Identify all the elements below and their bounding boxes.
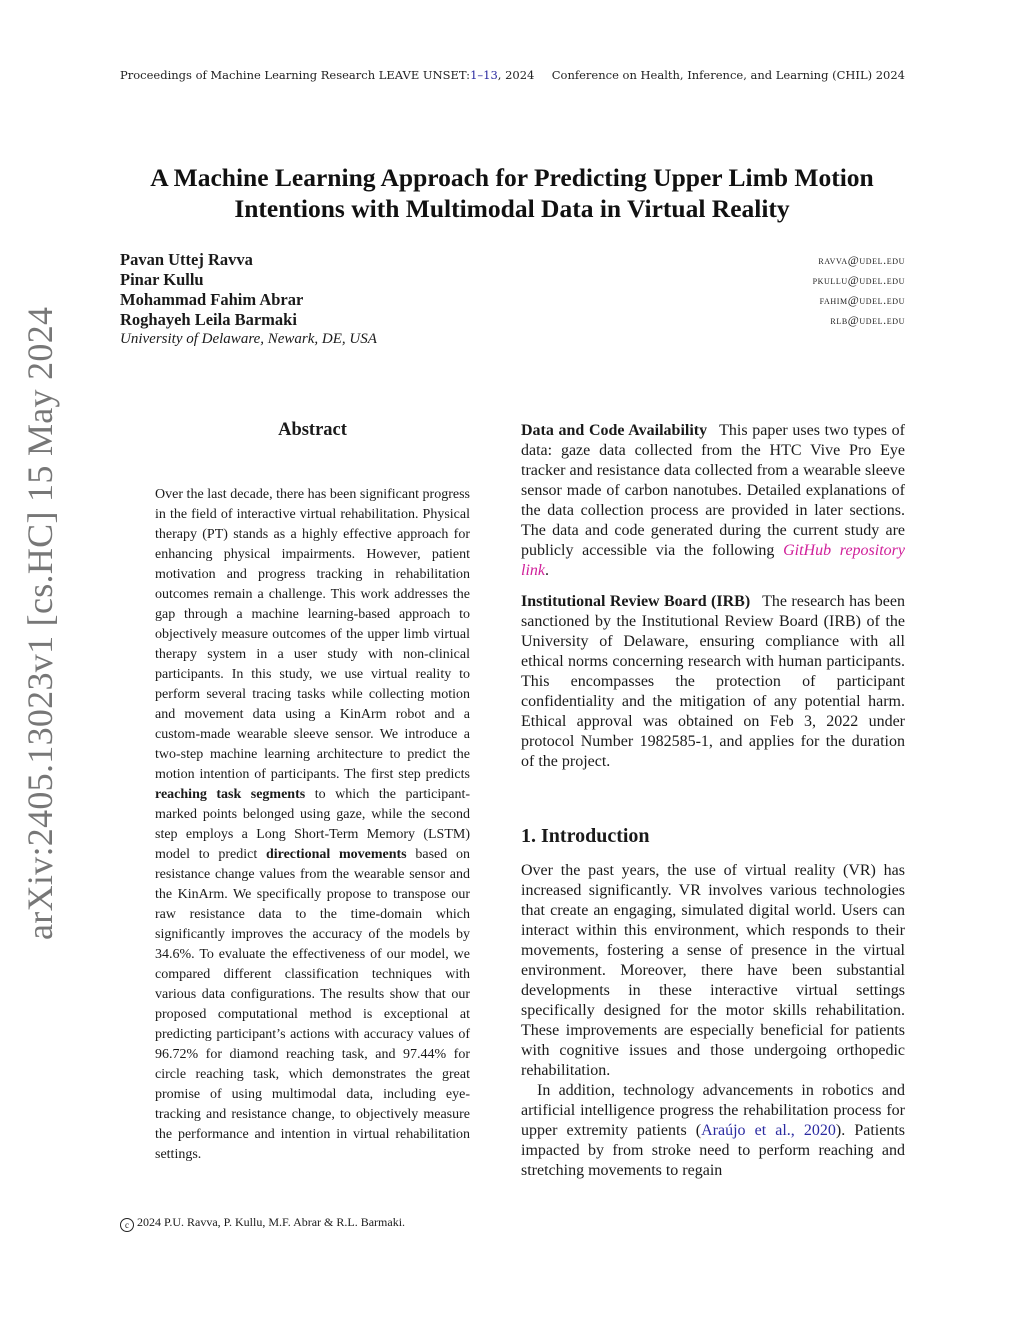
- citation-link[interactable]: Araújo et al., 2020: [701, 1122, 836, 1139]
- abstract-part: to which the participant-marked points belonged using gaze, while the second step employs a Long Short-Term Memory (LSTM) model to predict: [155, 787, 471, 862]
- introduction-body: [521, 861, 905, 1181]
- copyright-icon: c: [120, 1218, 134, 1232]
- conference-label: Conference on Health, Inference, and Learning (CHIL) 2024: [551, 68, 905, 82]
- author-row: [120, 290, 905, 310]
- intro-paragraph: [521, 1081, 905, 1181]
- intro-paragraph: Over the past years, the use of virtual reality (VR) has increased significantly. VR involves various technologies that create an engaging, simulated digital world. Users can interact within this environment, which responds to their movements, fostering a sense of presence in the virtual environment. Moreover, there have been substantial developments in these interactive virtual settings specifically designed for the motor skills rehabilitation. These improvements are especially beneficial for patients with cognitive issues and those undergoing orthopedic rehabilitation.: [521, 862, 905, 1079]
- data-availability-text: This paper uses two types of data: gaze data collected from the HTC Vive Pro Eye tracker and resistance data collected from a wearable sleeve sensor made of carbon nanotubes. Detailed explanations of the data collection process are provided in later sections. The data and code generated during the current study are publicly accessible via the following: [521, 422, 905, 559]
- author-name: Roghayeh Leila Barmaki: [120, 310, 297, 329]
- copyright-footer: [120, 1215, 405, 1232]
- header-year: , 2024: [497, 68, 535, 82]
- author-name: Pinar Kullu: [120, 270, 204, 289]
- author-email[interactable]: pkullu@udel.edu: [812, 273, 905, 287]
- author-name: Pavan Uttej Ravva: [120, 250, 253, 269]
- author-email[interactable]: ravva@udel.edu: [818, 253, 905, 267]
- abstract-heading: Abstract: [278, 420, 347, 440]
- abstract-text: [155, 485, 470, 1165]
- intro-part: ). Patients impacted by from stroke need to perform reaching and stretching movements to regain: [521, 1122, 905, 1179]
- author-row: [120, 310, 905, 330]
- irb-text: The research has been sanctioned by the Institutional Review Board (IRB) of the University of Delaware, ensuring compliance with all ethical norms concerning research with human participants. This encompasses the protection of participant confidentiality and the mitigation of any potential harm. Ethical approval was obtained on Feb 3, 2022 under protocol Number 1982585-1, and applies for the duration of the project.: [521, 593, 905, 770]
- data-availability-paragraph: [521, 421, 905, 581]
- author-name: Mohammad Fahim Abrar: [120, 290, 304, 309]
- intro-part: In addition, technology advancements in robotics and artificial intelligence progress the rehabilitation process for upper extremity patients (: [521, 1082, 905, 1139]
- arxiv-watermark: arXiv:2405.13023v1 [cs.HC] 15 May 2024: [20, 306, 60, 940]
- author-email[interactable]: rlb@udel.edu: [830, 313, 905, 327]
- abstract-bold: directional movements: [265, 847, 407, 862]
- abstract-part: based on resistance change values from the wearable sensor and the KinArm. We specifically propose to transpose our raw resistance data to the time-domain which significantly improves the accuracy of the models by 34.6%. To evaluate the effectiveness of our model, we compared different classification techniques with various data configurations. The results show that our proposed computational method is exceptional at predicting participant’s actions with accuracy values of 96.72% for diamond reaching task, and 97.44% for circle reaching task, which demonstrates the great promise of using multimodal data, including eye-tracking and resistance change, to objectively measure the performance and intention in virtual rehabilitation settings.: [155, 847, 470, 1162]
- data-availability-end: .: [545, 562, 549, 579]
- affiliation: University of Delaware, Newark, DE, USA: [120, 331, 377, 347]
- page-range-link[interactable]: 1–13: [470, 68, 498, 82]
- abstract-part: Over the last decade, there has been significant progress in the field of interactive virtual rehabilitation. Physical therapy (PT) stands as a highly effective approach for enhancing physical impairments. However, patient motivation and progress tracking in rehabilitation outcomes remain a challenge. This work addresses the gap through a machine learning-based approach to objectively measure outcomes of the upper limb virtual therapy system in a user study with non-clinical participants. In this study, we use virtual reality to perform several tracing tasks while collecting motion and movement data using a KinArm robot and a custom-made wearable sleeve sensor. We introduce a two-step machine learning architecture to predict the motion intention of participants. The first step predicts: [155, 487, 470, 782]
- copyright-text: 2024 P.U. Ravva, P. Kullu, M.F. Abrar & R.L. Barmaki.: [137, 1215, 406, 1229]
- proceedings-label: Proceedings of Machine Learning Research LEAVE UNSET:: [120, 68, 471, 82]
- author-email[interactable]: fahim@udel.edu: [819, 293, 905, 307]
- github-link[interactable]: GitHub repository link: [521, 542, 905, 579]
- author-row: [120, 270, 905, 290]
- abstract-bold: reaching task segments: [155, 787, 306, 802]
- irb-heading: Institutional Review Board (IRB): [521, 593, 751, 610]
- irb-paragraph: [521, 592, 905, 772]
- author-block: [120, 250, 905, 348]
- paper-title: A Machine Learning Approach for Predicting Upper Limb Motion Intentions with Multimodal Data in Virtual Reality: [150, 163, 874, 223]
- data-availability-heading: Data and Code Availability: [521, 422, 708, 439]
- introduction-heading: 1. Introduction: [521, 825, 650, 847]
- running-header: [120, 68, 905, 82]
- author-row: [120, 250, 905, 270]
